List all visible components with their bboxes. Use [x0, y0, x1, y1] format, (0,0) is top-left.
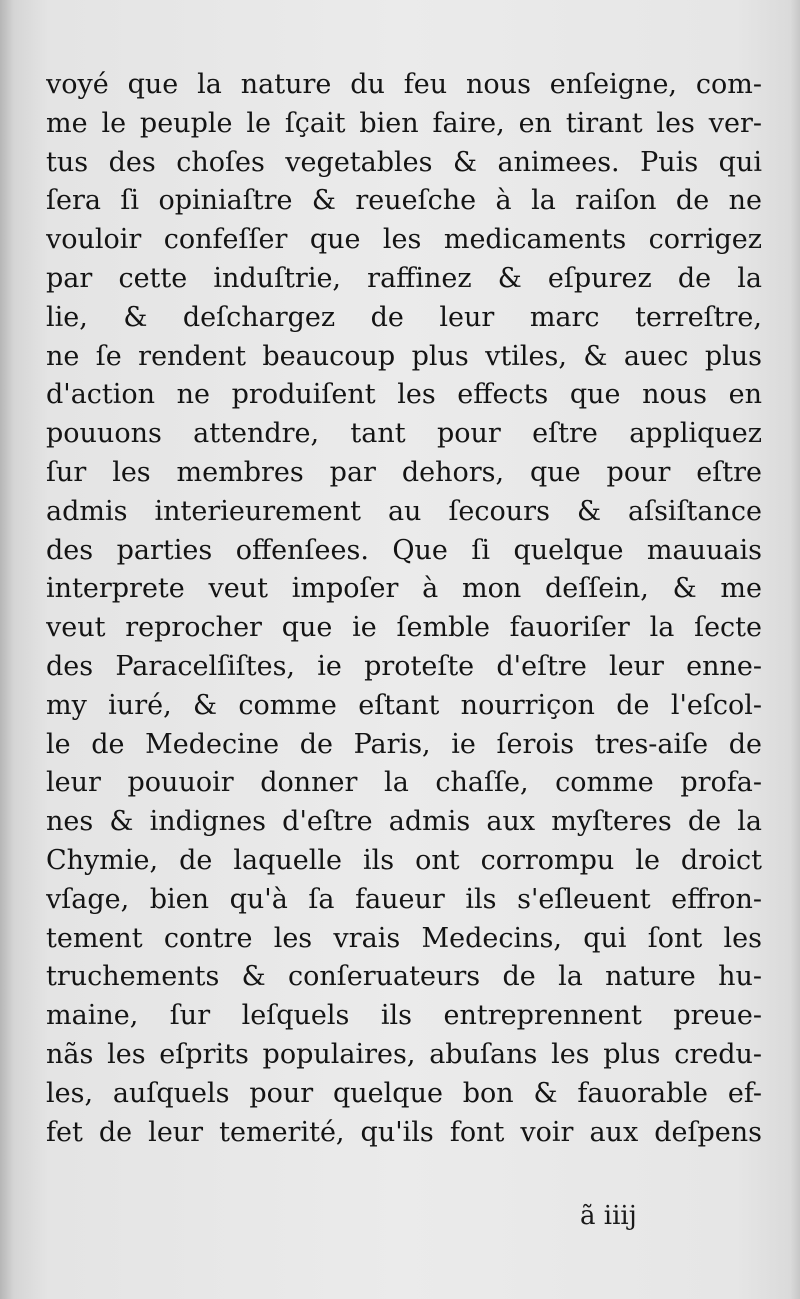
text-line: les, auſquels pour quelque bon & fauorable ef-	[46, 1077, 762, 1109]
page-edge-right	[790, 0, 800, 1299]
text-line: tement contre les vrais Medecins, qui ſont les	[46, 922, 762, 954]
text-line: nãs les eſprits populaires, abuſans les plus credu-	[46, 1038, 762, 1070]
text-line: lie, & deſchargez de leur marc terreſtre,	[46, 301, 762, 333]
text-line: vouloir confeſſer que les medicaments corrigez	[46, 224, 762, 256]
text-line: des Paracelſiſtes, ie proteſte d'eſtre leur enne-	[46, 650, 762, 682]
text-line: d'action ne produiſent les effects que nous en	[46, 379, 762, 411]
page-edge-left	[0, 0, 14, 1299]
text-line: vſage, bien qu'à ſa faueur ils s'eſleuent effron-	[46, 883, 762, 915]
text-line: maine, ſur leſquels ils entreprennent preue-	[46, 1000, 762, 1032]
text-line: ſur les membres par dehors, que pour eſtre	[46, 456, 762, 488]
text-line: le de Medecine de Paris, ie ſerois tres-aiſe de	[46, 728, 762, 760]
text-line: ſera ſi opiniaſtre & reueſche à la raiſon de ne	[46, 185, 762, 217]
text-line: pouuons attendre, tant pour eſtre appliquez	[46, 418, 762, 450]
text-line: nes & indignes d'eſtre admis aux myſteres de la	[46, 806, 762, 838]
text-line: par cette induſtrie, raffinez & eſpurez de la	[46, 262, 762, 294]
text-line: fet de leur temerité, qu'ils font voir aux deſpens	[46, 1116, 762, 1148]
text-line: interprete veut impoſer à mon deſſein, & me	[46, 573, 762, 605]
text-line: tus des choſes vegetables & animees. Puis qui	[46, 146, 762, 178]
text-line: des parties offenſees. Que ſi quelque mauuais	[46, 534, 762, 566]
text-line: ne ſe rendent beaucoup plus vtiles, & auec plus	[46, 340, 762, 372]
text-line: truchements & conſeruateurs de la nature hu-	[46, 961, 762, 993]
text-line: admis interieurement au ſecours & aſsiſtance	[46, 495, 762, 527]
text-line: veut reprocher que ie ſemble fauoriſer la ſecte	[46, 612, 762, 644]
signature-mark: ã iiij	[580, 1201, 637, 1231]
text-line: Chymie, de laquelle ils ont corrompu le droict	[46, 844, 762, 876]
text-line: voyé que la nature du feu nous enſeigne, com-	[46, 69, 762, 100]
body-text	[46, 66, 762, 1152]
text-line: my iuré, & comme eſtant nourriçon de l'eſcol-	[46, 689, 762, 721]
text-line: me le peuple le ſçait bien faire, en tirant les ver-	[46, 107, 762, 139]
text-line: leur pouuoir donner la chaſſe, comme profa-	[46, 767, 762, 799]
